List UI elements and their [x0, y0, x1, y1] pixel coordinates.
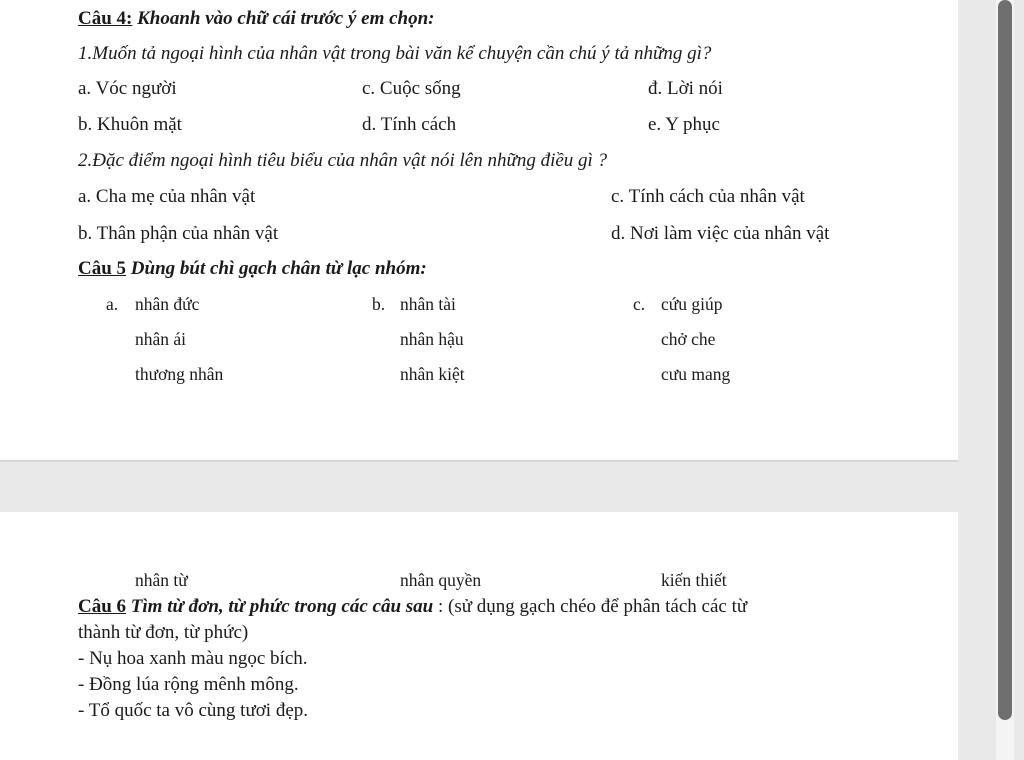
document-page-2 — [0, 512, 958, 760]
group-a-word-1: nhân đức — [135, 294, 200, 314]
option-a-2: a. Cha mẹ của nhân vật — [78, 186, 256, 207]
group-c-marker: c. — [633, 294, 646, 314]
option-a-1: a. Vóc người — [78, 78, 177, 99]
option-dd-1: đ. Lời nói — [648, 78, 723, 99]
group-a-word-4: nhân từ — [135, 570, 188, 590]
option-d-2: d. Nơi làm việc của nhân vật — [611, 223, 830, 244]
option-c-2: c. Tính cách của nhân vật — [611, 186, 805, 207]
question-4-heading — [78, 8, 435, 30]
group-b-word-1: nhân tài — [400, 294, 456, 314]
option-c-1: c. Cuộc sống — [362, 78, 461, 99]
question-6-heading — [78, 596, 747, 618]
group-b-word-2: nhân hậu — [400, 329, 464, 349]
scrollbar-thumb[interactable] — [998, 0, 1012, 720]
option-d-1: d. Tính cách — [362, 114, 457, 135]
group-b-word-4: nhân quyền — [400, 570, 482, 590]
question-5-label: Câu 5 — [78, 258, 127, 279]
option-b-1: b. Khuôn mặt — [78, 114, 182, 135]
sentence-3: - Tổ quốc ta vô cùng tươi đẹp. — [78, 700, 309, 721]
option-e-1: e. Y phục — [648, 114, 720, 135]
question-5-heading — [78, 258, 427, 280]
group-c-word-4: kiến thiết — [661, 570, 727, 590]
group-c-word-2: chở che — [661, 329, 716, 349]
sentence-1: - Nụ hoa xanh màu ngọc bích. — [78, 648, 308, 669]
group-a-marker: a. — [106, 294, 119, 314]
page-1-shadow — [0, 460, 958, 462]
question-4-label: Câu 4: — [78, 8, 133, 29]
question-4-1-text: 1.Muốn tả ngoại hình của nhân vật trong bài văn kể chuyện cần chú ý tả những gì? — [78, 43, 712, 64]
group-a-word-2: nhân ái — [135, 329, 187, 349]
question-6-title: Tìm từ đơn, từ phức trong các câu sau — [126, 596, 434, 617]
question-6-instruction: : (sử dụng gạch chéo để phân tách các từ — [433, 596, 748, 617]
group-c-word-1: cứu giúp — [661, 294, 723, 314]
question-4-title: Khoanh vào chữ cái trước ý em chọn: — [132, 8, 435, 29]
group-b-marker: b. — [372, 294, 386, 314]
question-5-title: Dùng bút chì gạch chân từ lạc nhóm: — [126, 258, 427, 279]
group-a-word-3: thương nhân — [135, 364, 224, 384]
group-b-word-3: nhân kiệt — [400, 364, 465, 384]
option-b-2: b. Thân phận của nhân vật — [78, 223, 279, 244]
sentence-2: - Đồng lúa rộng mênh mông. — [78, 674, 299, 695]
group-c-word-3: cưu mang — [661, 364, 731, 384]
question-6-instruction-cont: thành từ đơn, từ phức) — [78, 622, 249, 643]
question-6-label: Câu 6 — [78, 596, 127, 617]
question-4-2-text: 2.Đặc điểm ngoại hình tiêu biểu của nhân vật nói lên những điều gì ? — [78, 150, 608, 171]
